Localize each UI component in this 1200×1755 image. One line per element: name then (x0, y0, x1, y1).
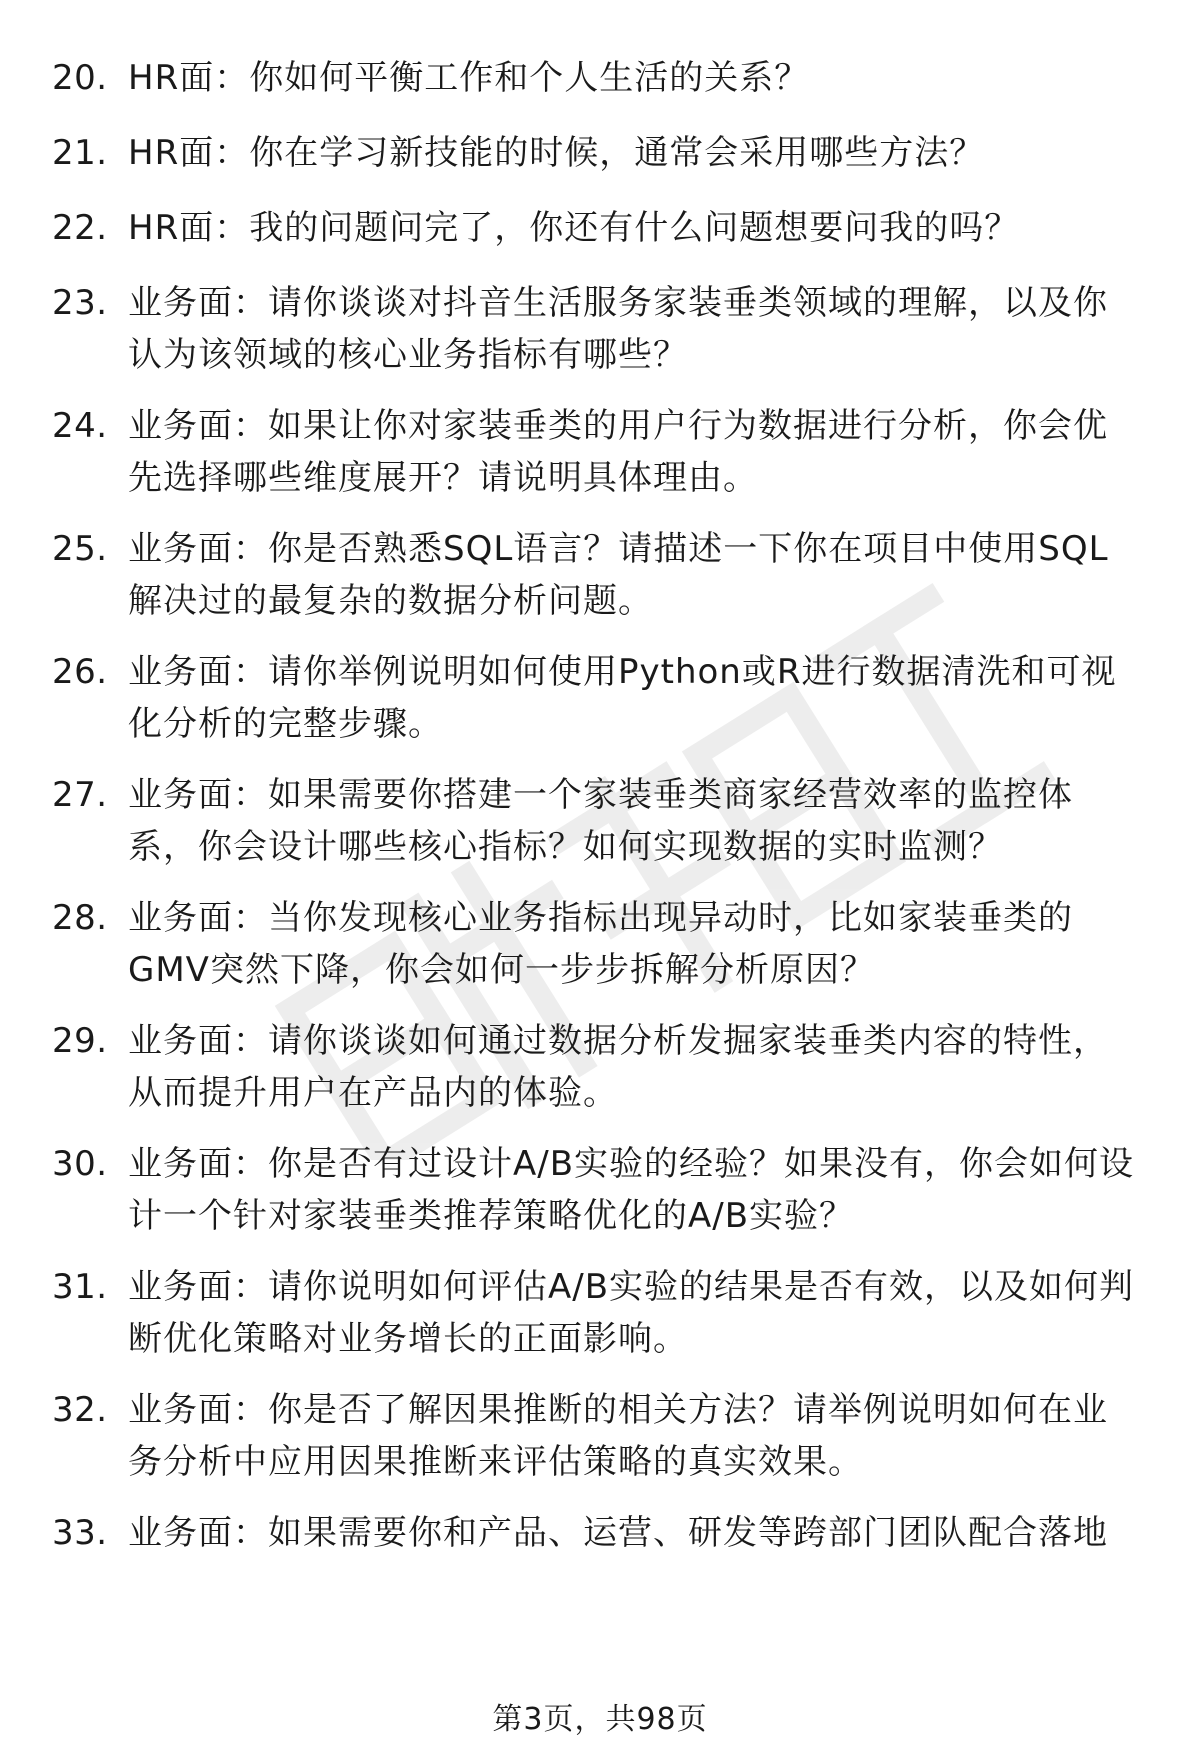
question-number: 32. (52, 1390, 108, 1430)
question-number: 22. (52, 208, 108, 248)
question-text: 业务面：当你发现核心业务指标出现异动时，比如家装垂类的GMV突然下降，你会如何一步步拆解分析原因？ (128, 898, 1073, 990)
question-text: 业务面：如果让你对家装垂类的用户行为数据进行分析，你会优先选择哪些维度展开？请说明具体理由。 (128, 406, 1108, 498)
question-text: 业务面：你是否有过设计A/B实验的经验？如果没有，你会如何设计一个针对家装垂类推荐策略优化的A/B实验？ (128, 1144, 1135, 1236)
question-text: 业务面：请你说明如何评估A/B实验的结果是否有效，以及如何判断优化策略对业务增长的正面影响。 (128, 1267, 1135, 1359)
question-number: 29. (52, 1021, 108, 1061)
question-number: 31. (52, 1267, 108, 1307)
question-number: 27. (52, 775, 108, 815)
question-number: 30. (52, 1144, 108, 1184)
question-number: 26. (52, 652, 108, 692)
question-text: HR面：我的问题问完了，你还有什么问题想要问我的吗？ (128, 208, 1020, 248)
question-text: 业务面：你是否了解因果推断的相关方法？请举例说明如何在业务分析中应用因果推断来评估策略的真实效果。 (128, 1390, 1108, 1482)
page-number-footer: 第3页，共98页 (492, 1702, 708, 1737)
question-text: 业务面：你是否熟悉SQL语言？请描述一下你在项目中使用SQL解决过的最复杂的数据分析问题。 (128, 529, 1109, 621)
question-text: 业务面：请你谈谈对抖音生活服务家装垂类领域的理解，以及你认为该领域的核心业务指标有哪些？ (128, 283, 1108, 375)
question-number: 28. (52, 898, 108, 938)
question-number: 24. (52, 406, 108, 446)
question-number: 20. (52, 58, 108, 98)
question-text: 业务面：如果需要你和产品、运营、研发等跨部门团队配合落地 (128, 1513, 1108, 1553)
question-text: HR面：你如何平衡工作和个人生活的关系？ (128, 58, 810, 98)
question-number: 23. (52, 283, 108, 323)
question-number: 33. (52, 1513, 108, 1553)
question-text: 业务面：请你举例说明如何使用Python或R进行数据清洗和可视化分析的完整步骤。 (128, 652, 1117, 744)
question-text: HR面：你在学习新技能的时候，通常会采用哪些方法？ (128, 133, 985, 173)
question-text: 业务面：请你谈谈如何通过数据分析发掘家装垂类内容的特性，从而提升用户在产品内的体验。 (128, 1021, 1108, 1113)
question-text: 业务面：如果需要你搭建一个家装垂类商家经营效率的监控体系，你会设计哪些核心指标？如何实现数据的实时监测？ (128, 775, 1073, 867)
question-number: 25. (52, 529, 108, 569)
question-number: 21. (52, 133, 108, 173)
